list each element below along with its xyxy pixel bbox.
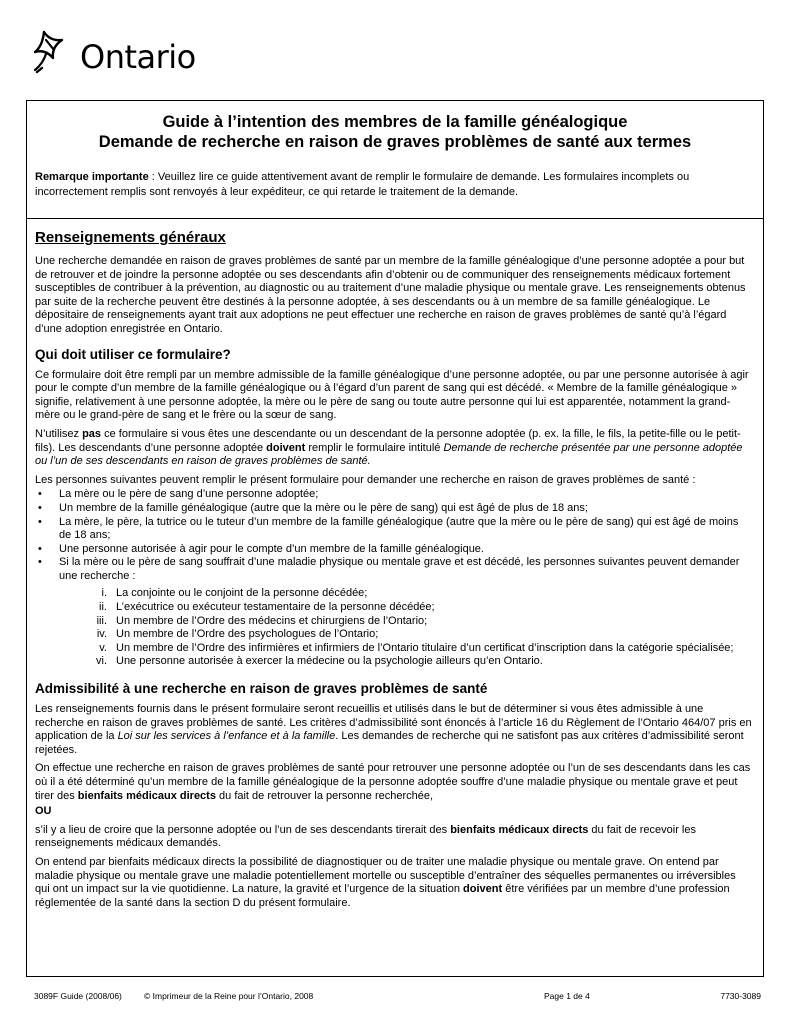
sublist-item bbox=[59, 655, 753, 669]
form-code: 7730-3089 bbox=[720, 991, 761, 1001]
text-run: du fait de recevoir les renseignements médicaux demandés. bbox=[35, 823, 696, 850]
sublist-item bbox=[59, 628, 753, 642]
item-number: i. bbox=[101, 587, 107, 600]
emphasis: pas bbox=[82, 427, 102, 440]
text-run: être vérifiées par un membre d’une profession réglementée de la santé dans la section D du présent formulaire. bbox=[35, 883, 730, 909]
item-text: Une personne autorisée à exercer la médecine ou la psychologie ailleurs qu’en Ontario. bbox=[116, 655, 543, 668]
text-run: On effectue une recherche en raison de graves problèmes de santé pour retrouver une personne adoptée ou l’un de ses descendants dans les cas où il a été déterminé qu’un membre de la famille généalogique de la personne adoptée souffre d’une maladie physique ou mentale grave et peut tirer des bbox=[35, 762, 751, 802]
emphasis: bienfaits médicaux directs bbox=[450, 823, 589, 836]
eligibility-paragraph-2 bbox=[35, 762, 753, 803]
text-run: ce formulaire si vous êtes une descendante ou un descendant de la personne adoptée (p. ex. la fille, le fils, la petite-fille ou le petit-fils). Les descendants d’une personne adoptée bbox=[35, 427, 741, 454]
who-paragraph-1: Ce formulaire doit être rempli par un membre admissible de la famille généalogique d’une personne adoptée, ou par une personne autorisée à agir pour le compte d’un membre de la famille généalogique ou à l’égard d’un parent de sang qui est décédé. « Membre de la famille généalogique » signifie, relativement à une personne adoptée, la mère ou le père de sang ou toute autre personne qui lui est apparentée, notamment la grand-mère ou le grand-père de sang et le frère ou la sœur de sang. bbox=[35, 368, 749, 422]
page-title: Guide à l’intention des membres de la famille généalogique bbox=[162, 113, 628, 131]
section-heading-who: Qui doit utiliser ce formulaire? bbox=[35, 346, 231, 362]
list-item: • La mère, le père, la tutrice ou le tuteur d’un membre de la famille généalogique (autre que la mère ou le père de sang) qui est âgé de moins de 18 ans; bbox=[35, 516, 753, 543]
who-paragraph-3: Les personnes suivantes peuvent remplir le présent formulaire pour demander une recherche en raison de graves problèmes de santé : bbox=[35, 473, 696, 486]
text-run: remplir le formulaire intitulé bbox=[305, 441, 444, 454]
text-run: . Les demandes de recherche qui ne satisfont pas aux critères d’admissibilité seront rejetées. bbox=[35, 730, 744, 756]
sublist-item bbox=[59, 587, 753, 601]
item-text: Un membre de l’Ordre des infirmières et infirmiers de l’Ontario titulaire d’un certificat d’inscription dans la catégorie spécialisée; bbox=[116, 641, 734, 654]
trillium-icon bbox=[32, 28, 82, 78]
eligible-persons-list bbox=[35, 488, 753, 669]
item-text: La conjointe ou le conjoint de la personne décédée; bbox=[116, 587, 368, 600]
item-text: L’exécutrice ou exécuteur testamentaire de la personne décédée; bbox=[116, 601, 435, 614]
form-id: 3089F Guide (2008/06) bbox=[34, 991, 122, 1001]
item-number: ii. bbox=[99, 601, 107, 614]
or-separator: OU bbox=[35, 805, 52, 818]
text-run: N’utilisez bbox=[35, 427, 83, 440]
list-item: • La mère ou le père de sang d’une personne adoptée; bbox=[35, 488, 753, 502]
list-item: • Un membre de la famille généalogique (autre que la mère ou le père de sang) qui est âgé de plus de 18 ans; bbox=[35, 502, 753, 516]
sublist-item bbox=[59, 642, 753, 656]
important-remark bbox=[35, 170, 751, 200]
general-paragraph: Une recherche demandée en raison de graves problèmes de santé par un membre de la famille généalogique d’une personne adoptée a pour but de retrouver et de joindre la personne adoptée ou ses descendants afin d’obtenir ou de communiquer des renseignements médicaux fortement susceptibles de contribuer à la prévention, au diagnostic ou au traitement d’une maladie physique ou mentale grave. Les renseignements obtenus par suite de la recherche peuvent être destinés à la personne adoptée, à ses descendants ou à un membre de sa famille généalogique. Le dépositaire de renseignements ayant trait aux adoptions ne peut effectuer une recherche en raison de graves problèmes de santé qu’à l’égard d’une adoption enregistrée en Ontario. bbox=[35, 255, 746, 335]
eligibility-paragraph-3 bbox=[35, 824, 753, 851]
list-item-text: Si la mère ou le père de sang souffrait d’une maladie physique ou mentale grave et est décédé, les personnes suivantes peuvent demander une recherche : bbox=[59, 556, 740, 582]
list-item bbox=[35, 556, 753, 669]
sublist-item bbox=[59, 601, 753, 615]
text-run: s’il y a lieu de croire que la personne adoptée ou l’un de ses descendants tirerait des bbox=[35, 823, 451, 836]
guide-frame bbox=[26, 100, 764, 977]
eligibility-paragraph-4 bbox=[35, 856, 753, 910]
section-heading-eligibility: Admissibilité à une recherche en raison de graves problèmes de santé bbox=[35, 681, 488, 697]
guide-content bbox=[35, 229, 753, 915]
emphasis: doivent bbox=[463, 883, 503, 896]
logo-text: Ontario bbox=[80, 38, 196, 76]
emphasis: doivent bbox=[266, 441, 306, 454]
item-text: Un membre de l’Ordre des médecins et chirurgiens de l’Ontario; bbox=[116, 614, 428, 627]
ontario-logo bbox=[32, 28, 196, 88]
who-paragraph-2 bbox=[35, 428, 753, 469]
remark-text: : Veuillez lire ce guide attentivement avant de remplir le formulaire de demande. Les formulaires incomplets ou incorrectement remplis sont renvoyés à leur expéditeur, ce qui retarde le traitement de la demande. bbox=[35, 171, 690, 198]
form-title-reference: Demande de recherche présentée par une personne adoptée ou l’un de ses descendants en raison de graves problèmes de santé. bbox=[35, 441, 743, 468]
item-number: vi. bbox=[96, 655, 107, 668]
sublist-item bbox=[59, 615, 753, 629]
copyright: © Imprimeur de la Reine pour l’Ontario, 2008 bbox=[144, 991, 314, 1001]
deceased-parent-sublist bbox=[59, 587, 753, 669]
text-run: On entend par bienfaits médicaux directs la possibilité de diagnostiquer ou de traiter une maladie physique ou mentale grave. On entend par maladie physique ou mentale grave une maladie potentiellement mortelle ou susceptible d’entraîner des séquelles permanentes ou irréversibles qui ont un impact sur la vie quotidienne. La nature, la gravité et l’urgence de la situation bbox=[35, 855, 736, 896]
item-number: iii. bbox=[96, 614, 107, 627]
remark-label: Remarque importante bbox=[35, 171, 149, 183]
item-number: iv. bbox=[96, 628, 107, 641]
list-item: • Une personne autorisée à agir pour le compte d’un membre de la famille généalogique. bbox=[35, 543, 753, 557]
text-run: du fait de retrouver la personne recherchée, bbox=[215, 789, 434, 802]
eligibility-paragraph-1 bbox=[35, 703, 753, 757]
emphasis: bienfaits médicaux directs bbox=[77, 789, 216, 802]
page-subtitle: Demande de recherche en raison de graves problèmes de santé aux termes bbox=[98, 133, 692, 151]
item-text: Un membre de l’Ordre des psychologues de l’Ontario; bbox=[116, 628, 379, 641]
text-run: Les renseignements fournis dans le présent formulaire seront recueillis et utilisés dans le but de déterminer si vous êtes admissible à une recherche en raison de graves problèmes de santé. Les critères d’admissibilité sont énoncés à l’article 16 du Règlement de l’Ontario 464/07 pris en application de la bbox=[35, 703, 752, 743]
guide-header bbox=[27, 101, 763, 219]
page-number: Page 1 de 4 bbox=[544, 991, 590, 1001]
item-number: v. bbox=[99, 641, 107, 654]
section-heading-general: Renseignements généraux bbox=[35, 229, 226, 246]
law-title: Loi sur les services à l’enfance et à la famille bbox=[117, 730, 336, 743]
